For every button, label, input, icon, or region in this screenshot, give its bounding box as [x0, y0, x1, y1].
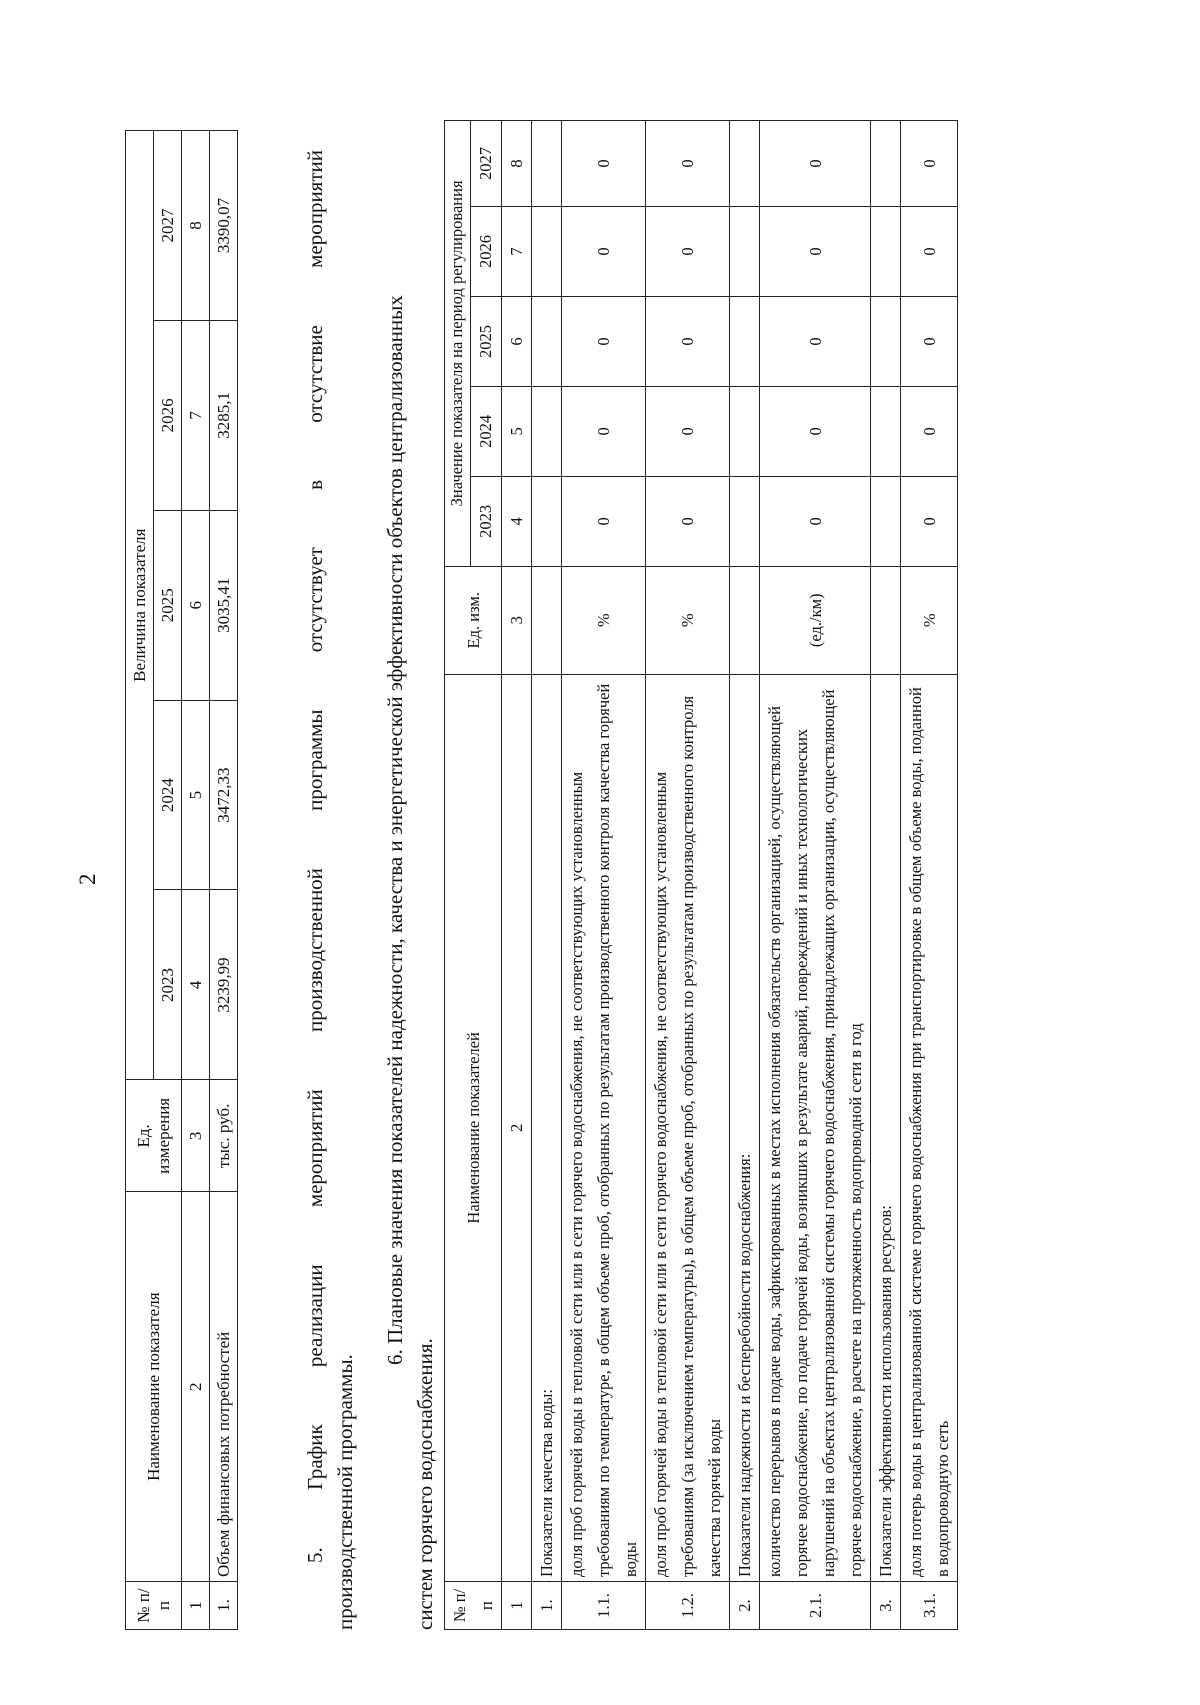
- header-year: 2026: [470, 207, 501, 297]
- row-num: 1.: [210, 1582, 238, 1630]
- section-row: [871, 121, 901, 1630]
- row-value: 0: [901, 121, 958, 207]
- row-unit: тыс. руб.: [210, 1080, 238, 1192]
- column-number: 1: [182, 1582, 210, 1630]
- section-title: Показатели качества воды:: [532, 674, 562, 1581]
- column-number: 5: [182, 700, 210, 890]
- section-row: [532, 121, 562, 1630]
- section-row: [730, 121, 760, 1630]
- row-value: 0: [646, 207, 730, 297]
- row-value: 0: [646, 386, 730, 476]
- header-year: 2027: [154, 131, 182, 321]
- column-number: 7: [502, 207, 532, 297]
- section-num: 1.: [532, 1582, 562, 1630]
- row-name: доля проб горячей воды в тепловой сети или в сети горячего водоснабжения, не соответствующих установленным требованиям по температуре, в общем объеме проб, отобранных по результатам производственного контроля качества горячей воды: [562, 674, 646, 1581]
- row-unit: %: [901, 566, 958, 674]
- row-value: 3472,33: [210, 700, 238, 890]
- row-value: 3390,07: [210, 131, 238, 321]
- header-year: 2024: [154, 700, 182, 890]
- section-5-line1: 5. График реализации мероприятий производственной программы отсутствует в отсутствие мероприятий: [303, 150, 327, 1563]
- row-num: 3.1.: [901, 1582, 958, 1630]
- row-name: Объем финансовых потребностей: [210, 1192, 238, 1582]
- header-num: № п/п: [126, 1582, 182, 1630]
- header-year: 2026: [154, 320, 182, 510]
- column-number: 4: [182, 890, 210, 1080]
- header-values-group: Величина показателя: [126, 131, 154, 1080]
- column-number: 4: [502, 476, 532, 566]
- row-value: 0: [562, 476, 646, 566]
- section-num: 2.: [730, 1582, 760, 1630]
- row-value: 0: [901, 386, 958, 476]
- section-6-line2: систем горячего водоснабжения.: [413, 1338, 437, 1630]
- row-name: количество перерывов в подаче воды, зафиксированных в местах исполнения обязательств организацией, осуществляющей горячее водоснабжение, по подаче горячей воды, возникших в результате аварий, повреждений и иных технологических нарушений на объектах централизованной системы горячего водоснабжения, принадлежащих организации, осуществляющей горячее водоснабжение, в расчете на протяженность водопроводной сети в год: [760, 674, 871, 1581]
- row-value: 0: [562, 207, 646, 297]
- table-row: [646, 121, 730, 1630]
- row-value: 0: [562, 296, 646, 386]
- header-year: 2027: [470, 121, 501, 207]
- header-values-group: Значение показателя на период регулирования: [445, 121, 471, 567]
- table-header-row: [126, 131, 154, 1630]
- column-number: 6: [502, 296, 532, 386]
- row-name: доля потерь воды в централизованной системе горячего водоснабжения при транспортировке в общем объеме воды, поданной в водопроводную сеть: [901, 674, 958, 1581]
- row-value: 0: [562, 121, 646, 207]
- row-value: 0: [901, 207, 958, 297]
- page-number: 2: [75, 873, 100, 885]
- table-row: [562, 121, 646, 1630]
- row-num: 1.2.: [646, 1582, 730, 1630]
- column-number: 7: [182, 320, 210, 510]
- column-number-row: [502, 121, 532, 1630]
- row-value: 0: [646, 121, 730, 207]
- header-unit: Ед. измерения: [126, 1080, 182, 1192]
- row-value: 0: [760, 386, 871, 476]
- row-unit: %: [646, 566, 730, 674]
- row-unit: (ед./км): [760, 566, 871, 674]
- indicators-table: [444, 120, 958, 1630]
- column-number: 2: [182, 1192, 210, 1582]
- header-year: 2025: [154, 510, 182, 700]
- column-number: 3: [502, 566, 532, 674]
- row-value: 0: [760, 121, 871, 207]
- column-number: 2: [502, 674, 532, 1581]
- header-name: Наименование показателя: [126, 1192, 182, 1582]
- column-number: 6: [182, 510, 210, 700]
- row-num: 2.1.: [760, 1582, 871, 1630]
- row-value: 0: [646, 476, 730, 566]
- row-value: 3285,1: [210, 320, 238, 510]
- section-5-line2: производственной программы.: [333, 1354, 357, 1630]
- header-unit: Ед. изм.: [445, 566, 502, 674]
- column-number: 3: [182, 1080, 210, 1192]
- row-value: 0: [901, 296, 958, 386]
- row-num: 1.1.: [562, 1582, 646, 1630]
- column-number: 8: [182, 131, 210, 321]
- section-title: Показатели эффективности использования ресурсов:: [871, 674, 901, 1581]
- row-value: 3239,99: [210, 890, 238, 1080]
- row-value: 0: [760, 296, 871, 386]
- financial-needs-table: [125, 130, 238, 1630]
- column-number: 8: [502, 121, 532, 207]
- row-value: 0: [901, 476, 958, 566]
- row-value: 0: [646, 296, 730, 386]
- section-5-paragraph: [300, 150, 360, 1630]
- table-header-row: [445, 121, 471, 1630]
- header-year: 2024: [470, 386, 501, 476]
- header-year: 2023: [154, 890, 182, 1080]
- table-row: [901, 121, 958, 1630]
- row-value: 3035,41: [210, 510, 238, 700]
- section-6-line1: 6. Плановые значения показателей надежности, качества и энергетической эффективности объектов централизованных: [383, 295, 407, 1365]
- row-name: доля проб горячей воды в тепловой сети или в сети горячего водоснабжения, не соответствующих установленным требованиям (за исключением температуры), в общем объеме проб, отобранных по результатам производственного контроля качества горячей воды: [646, 674, 730, 1581]
- column-number-row: [182, 131, 210, 1630]
- row-value: 0: [562, 386, 646, 476]
- header-name: Наименование показателей: [445, 674, 502, 1581]
- header-year: 2025: [470, 296, 501, 386]
- column-number: 1: [502, 1582, 532, 1630]
- section-title: Показатели надежности и бесперебойности водоснабжения:: [730, 674, 760, 1581]
- column-number: 5: [502, 386, 532, 476]
- row-unit: %: [562, 566, 646, 674]
- row-value: 0: [760, 207, 871, 297]
- header-num: № п/п: [445, 1582, 502, 1630]
- section-num: 3.: [871, 1582, 901, 1630]
- section-6-heading: [380, 120, 440, 1630]
- table-row: [760, 121, 871, 1630]
- table-row: [210, 131, 238, 1630]
- header-year: 2023: [470, 476, 501, 566]
- row-value: 0: [760, 476, 871, 566]
